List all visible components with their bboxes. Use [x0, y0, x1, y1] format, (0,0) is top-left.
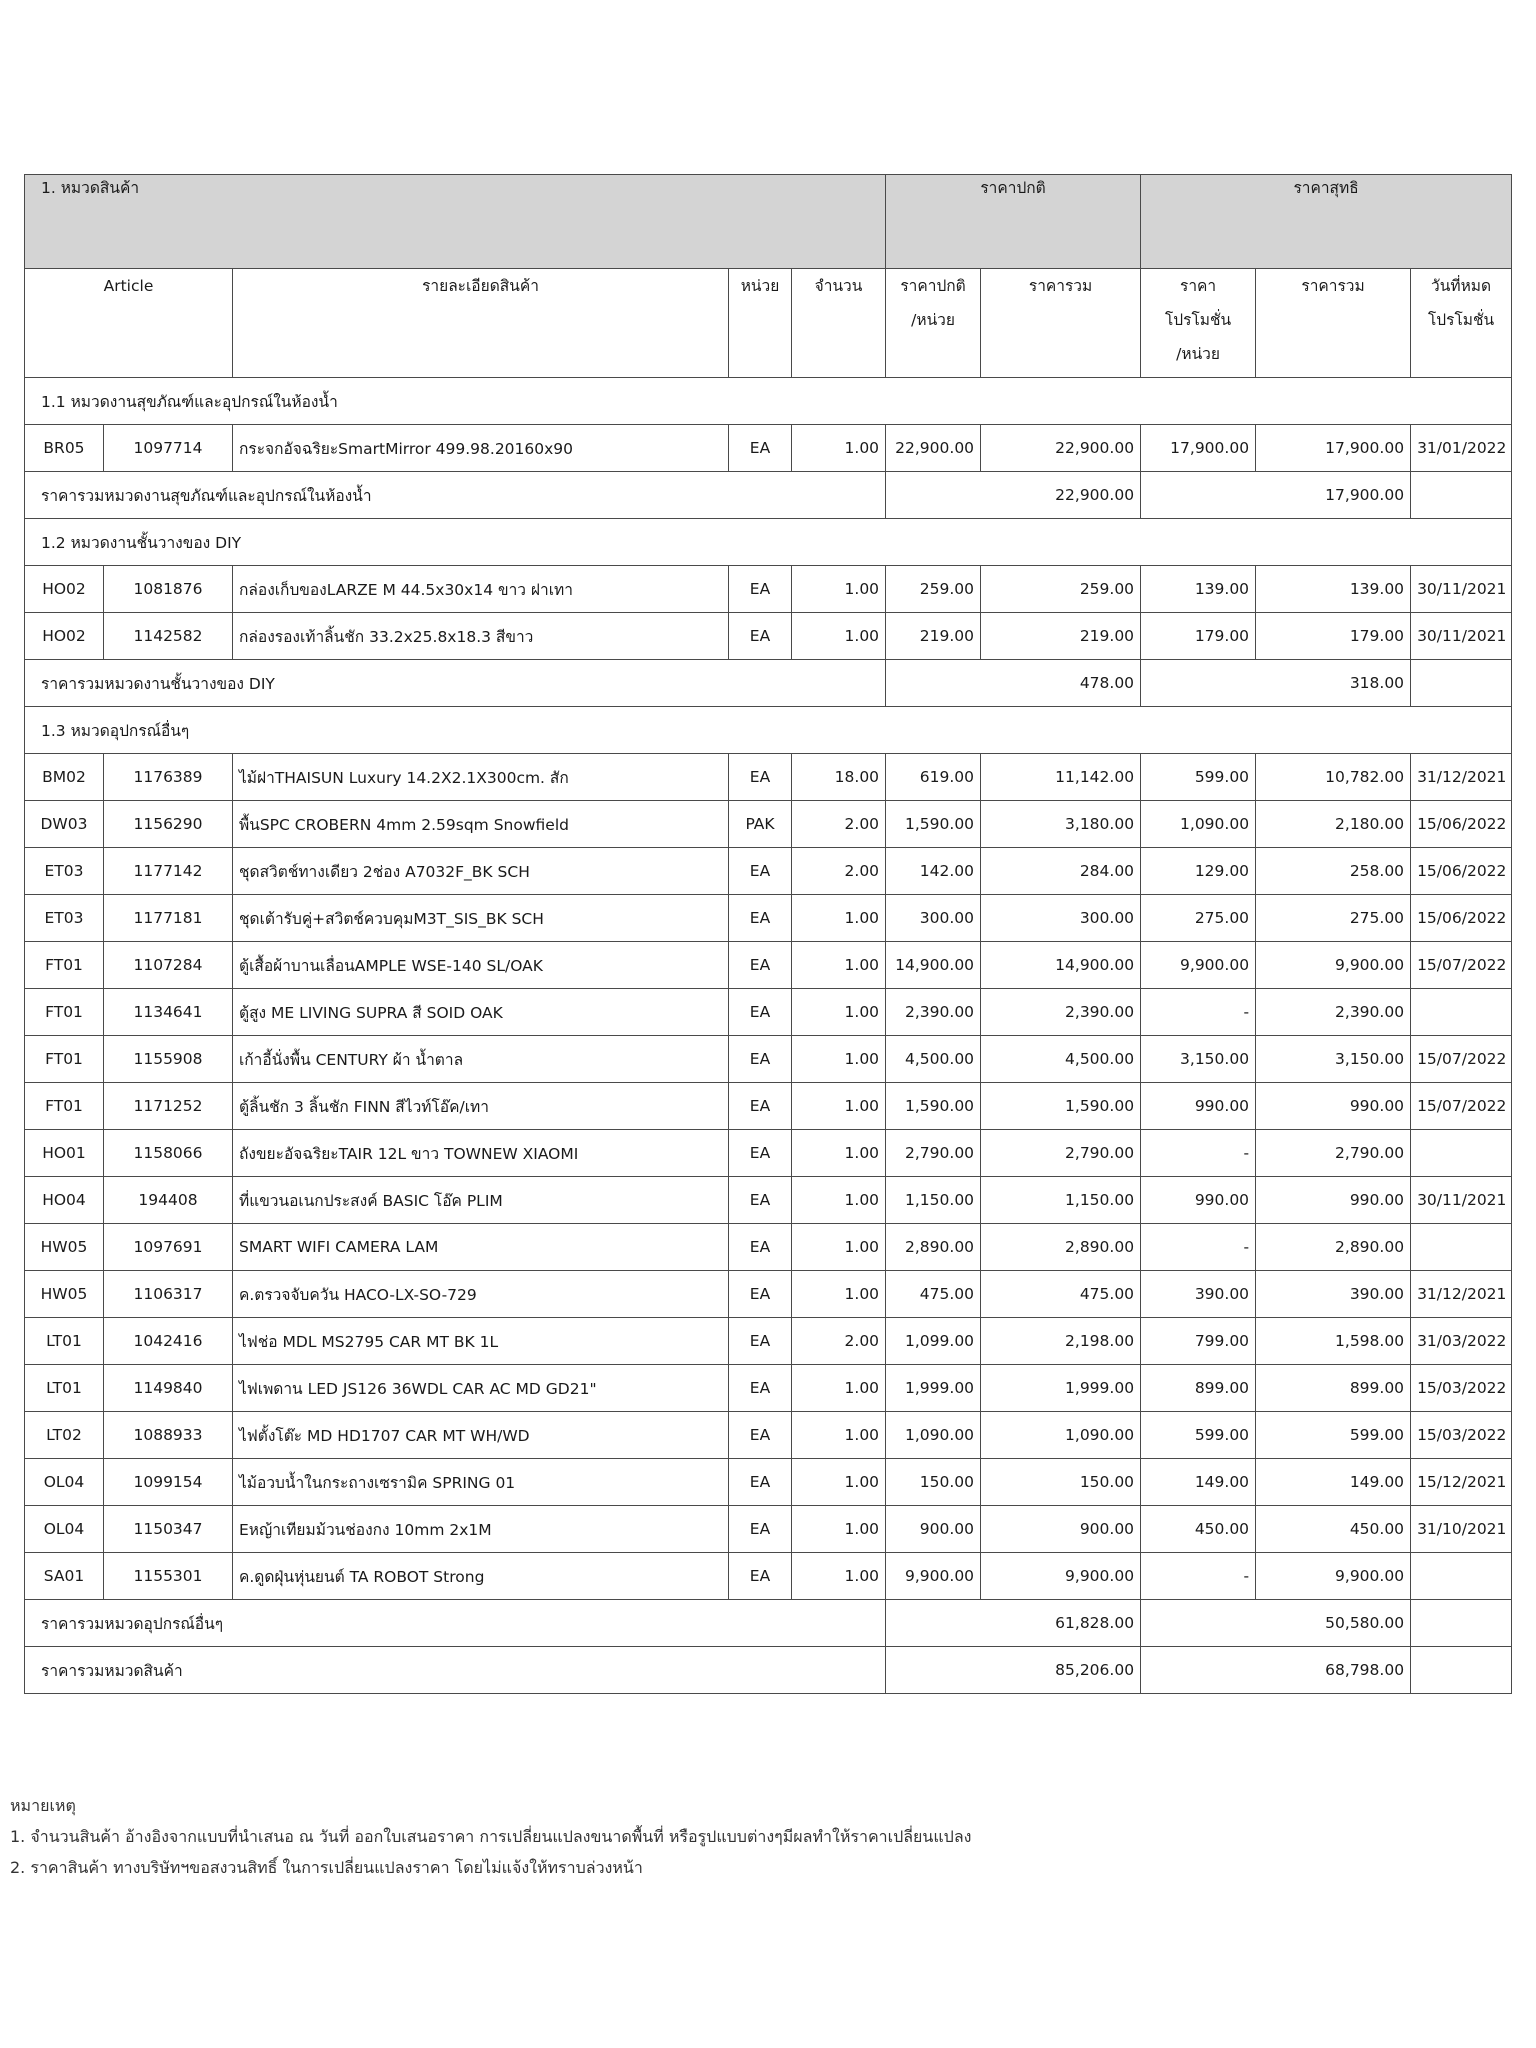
- cell-code: LT02: [25, 1412, 104, 1459]
- cell-description: ไม้อวบน้ำในกระถางเซรามิค SPRING 01: [233, 1459, 729, 1506]
- cell-promo-price: 599.00: [1141, 1412, 1256, 1459]
- cell-unit-price: 2,790.00: [886, 1130, 981, 1177]
- cell-promo-price: 3,150.00: [1141, 1036, 1256, 1083]
- col-promo-unit-line3: /หน่วย: [1176, 345, 1220, 363]
- cell-unit-price: 1,150.00: [886, 1177, 981, 1224]
- cell-net-total: 2,390.00: [1256, 989, 1411, 1036]
- cell-qty: 1.00: [792, 1459, 886, 1506]
- cell-promo-price: 1,090.00: [1141, 801, 1256, 848]
- cell-qty: 2.00: [792, 801, 886, 848]
- cell-qty: 1.00: [792, 1506, 886, 1553]
- cell-promo-price: 139.00: [1141, 566, 1256, 613]
- cell-unit: EA: [729, 1177, 792, 1224]
- section-header: [25, 707, 1512, 754]
- cell-unit-price: 1,090.00: [886, 1412, 981, 1459]
- table-row: [25, 1506, 1512, 1553]
- cell-unit: EA: [729, 754, 792, 801]
- cell-promo-price: 450.00: [1141, 1506, 1256, 1553]
- subtotal-normal: 478.00: [886, 660, 1141, 707]
- cell-net-total: 3,150.00: [1256, 1036, 1411, 1083]
- cell-normal-total: 4,500.00: [981, 1036, 1141, 1083]
- cell-article: 1158066: [104, 1130, 233, 1177]
- table-row: [25, 1318, 1512, 1365]
- cell-description: กล่องเก็บของLARZE M 44.5x30x14 ขาว ฝาเทา: [233, 566, 729, 613]
- cell-normal-total: 1,999.00: [981, 1365, 1141, 1412]
- cell-qty: 1.00: [792, 1036, 886, 1083]
- cell-end-date: 15/06/2022: [1411, 848, 1512, 895]
- category-header-row: [25, 175, 1512, 269]
- cell-promo-price: 799.00: [1141, 1318, 1256, 1365]
- cell-article: 1097691: [104, 1224, 233, 1271]
- cell-normal-total: 1,590.00: [981, 1083, 1141, 1130]
- cell-description: ตู้ลิ้นชัก 3 ลิ้นชัก FINN สีไวท์โอ๊ค/เทา: [233, 1083, 729, 1130]
- cell-qty: 1.00: [792, 942, 886, 989]
- table-row: [25, 1553, 1512, 1600]
- subtotal-net: 17,900.00: [1141, 472, 1411, 519]
- cell-unit-price: 2,390.00: [886, 989, 981, 1036]
- cell-normal-total: 259.00: [981, 566, 1141, 613]
- cell-promo-price: 179.00: [1141, 613, 1256, 660]
- cell-unit: EA: [729, 1506, 792, 1553]
- cell-net-total: 9,900.00: [1256, 1553, 1411, 1600]
- cell-end-date: [1411, 989, 1512, 1036]
- table-row: [25, 1365, 1512, 1412]
- cell-end-date: 30/11/2021: [1411, 566, 1512, 613]
- table-row: [25, 754, 1512, 801]
- subtotal-net: 318.00: [1141, 660, 1411, 707]
- cell-unit-price: 1,999.00: [886, 1365, 981, 1412]
- cell-unit-price: 14,900.00: [886, 942, 981, 989]
- cell-unit: EA: [729, 1412, 792, 1459]
- cell-unit-price: 9,900.00: [886, 1553, 981, 1600]
- cell-code: FT01: [25, 989, 104, 1036]
- cell-description: ไฟช่อ MDL MS2795 CAR MT BK 1L: [233, 1318, 729, 1365]
- cell-code: FT01: [25, 942, 104, 989]
- cell-net-total: 1,598.00: [1256, 1318, 1411, 1365]
- cell-unit: EA: [729, 1318, 792, 1365]
- cell-end-date: 15/03/2022: [1411, 1412, 1512, 1459]
- cell-unit-price: 4,500.00: [886, 1036, 981, 1083]
- cell-net-total: 990.00: [1256, 1083, 1411, 1130]
- subtotal-empty: [1411, 472, 1512, 519]
- table-row: [25, 566, 1512, 613]
- cell-qty: 1.00: [792, 1083, 886, 1130]
- cell-unit-price: 142.00: [886, 848, 981, 895]
- col-normal-unit-line2: /หน่วย: [911, 311, 955, 329]
- cell-code: SA01: [25, 1553, 104, 1600]
- cell-description: กระจกอัจฉริยะSmartMirror 499.98.20160x90: [233, 425, 729, 472]
- cell-net-total: 17,900.00: [1256, 425, 1411, 472]
- cell-unit: EA: [729, 848, 792, 895]
- cell-unit: EA: [729, 989, 792, 1036]
- cell-end-date: 15/06/2022: [1411, 801, 1512, 848]
- cell-normal-total: 1,090.00: [981, 1412, 1141, 1459]
- cell-description: พื้นSPC CROBERN 4mm 2.59sqm Snowfield: [233, 801, 729, 848]
- cell-unit-price: 475.00: [886, 1271, 981, 1318]
- cell-code: LT01: [25, 1318, 104, 1365]
- cell-end-date: 30/11/2021: [1411, 1177, 1512, 1224]
- group-net-price: ราคาสุทธิ: [1141, 175, 1512, 269]
- cell-code: HO02: [25, 566, 104, 613]
- cell-normal-total: 300.00: [981, 895, 1141, 942]
- cell-net-total: 599.00: [1256, 1412, 1411, 1459]
- cell-article: 1177142: [104, 848, 233, 895]
- cell-code: OL04: [25, 1459, 104, 1506]
- cell-net-total: 990.00: [1256, 1177, 1411, 1224]
- col-normal-unit-line1: ราคาปกติ: [900, 277, 966, 295]
- cell-end-date: 15/03/2022: [1411, 1365, 1512, 1412]
- cell-code: BR05: [25, 425, 104, 472]
- cell-net-total: 899.00: [1256, 1365, 1411, 1412]
- section-title: 1.2 หมวดงานชั้นวางของ DIY: [25, 519, 1512, 566]
- cell-article: 1134641: [104, 989, 233, 1036]
- cell-unit-price: 1,590.00: [886, 801, 981, 848]
- col-normal-total: ราคารวม: [981, 269, 1141, 378]
- col-normal-unit-price: [886, 269, 981, 378]
- cell-promo-price: 390.00: [1141, 1271, 1256, 1318]
- grand-total-net: 68,798.00: [1141, 1647, 1411, 1694]
- cell-unit-price: 1,099.00: [886, 1318, 981, 1365]
- cell-net-total: 2,180.00: [1256, 801, 1411, 848]
- cell-description: SMART WIFI CAMERA LAM: [233, 1224, 729, 1271]
- cell-normal-total: 284.00: [981, 848, 1141, 895]
- cell-unit: EA: [729, 1459, 792, 1506]
- col-promo-end-date: [1411, 269, 1512, 378]
- table-row: [25, 989, 1512, 1036]
- cell-article: 1176389: [104, 754, 233, 801]
- cell-qty: 1.00: [792, 566, 886, 613]
- table-row: [25, 1036, 1512, 1083]
- cell-description: ชุดเต้ารับคู่+สวิตช์ควบคุมM3T_SIS_BK SCH: [233, 895, 729, 942]
- table-row: [25, 1224, 1512, 1271]
- cell-code: HO04: [25, 1177, 104, 1224]
- cell-normal-total: 22,900.00: [981, 425, 1141, 472]
- cell-normal-total: 2,890.00: [981, 1224, 1141, 1271]
- cell-promo-price: 17,900.00: [1141, 425, 1256, 472]
- table-row: [25, 1083, 1512, 1130]
- cell-net-total: 275.00: [1256, 895, 1411, 942]
- cell-net-total: 450.00: [1256, 1506, 1411, 1553]
- cell-description: ถังขยะอัจฉริยะTAIR 12L ขาว TOWNEW XIAOMI: [233, 1130, 729, 1177]
- cell-unit-price: 1,590.00: [886, 1083, 981, 1130]
- col-net-total: ราคารวม: [1256, 269, 1411, 378]
- cell-unit: EA: [729, 942, 792, 989]
- cell-article: 1081876: [104, 566, 233, 613]
- cell-article: 1042416: [104, 1318, 233, 1365]
- cell-code: HO02: [25, 613, 104, 660]
- section-header: [25, 519, 1512, 566]
- cell-code: DW03: [25, 801, 104, 848]
- cell-code: ET03: [25, 895, 104, 942]
- cell-qty: 1.00: [792, 1130, 886, 1177]
- cell-qty: 1.00: [792, 895, 886, 942]
- cell-end-date: 31/01/2022: [1411, 425, 1512, 472]
- col-promo-unit-price: [1141, 269, 1256, 378]
- col-end-date-line2: โปรโมชั่น: [1427, 311, 1495, 329]
- note-item-2: 2. ราคาสินค้า ทางบริษัทฯขอสงวนสิทธิ์ ในการเปลี่ยนแปลงราคา โดยไม่แจ้งให้ทราบล่วงหน้า: [10, 1858, 643, 1877]
- cell-unit-price: 619.00: [886, 754, 981, 801]
- cell-unit-price: 259.00: [886, 566, 981, 613]
- cell-normal-total: 11,142.00: [981, 754, 1141, 801]
- col-promo-unit-line2: โปรโมชั่น: [1164, 311, 1232, 329]
- cell-net-total: 258.00: [1256, 848, 1411, 895]
- cell-description: ไม้ฝาTHAISUN Luxury 14.2X2.1X300cm. สัก: [233, 754, 729, 801]
- section-subtotal-row: [25, 1600, 1512, 1647]
- cell-description: ไฟตั้งโต๊ะ MD HD1707 CAR MT WH/WD: [233, 1412, 729, 1459]
- section-subtotal-row: [25, 472, 1512, 519]
- cell-qty: 1.00: [792, 1365, 886, 1412]
- cell-end-date: 15/06/2022: [1411, 895, 1512, 942]
- col-qty: จำนวน: [792, 269, 886, 378]
- cell-code: HO01: [25, 1130, 104, 1177]
- cell-unit: EA: [729, 1036, 792, 1083]
- cell-qty: 18.00: [792, 754, 886, 801]
- cell-normal-total: 2,790.00: [981, 1130, 1141, 1177]
- cell-net-total: 149.00: [1256, 1459, 1411, 1506]
- cell-unit-price: 300.00: [886, 895, 981, 942]
- section-title: 1.1 หมวดงานสุขภัณฑ์และอุปกรณ์ในห้องน้ำ: [25, 378, 1512, 425]
- cell-unit-price: 22,900.00: [886, 425, 981, 472]
- quotation-table: [24, 174, 1512, 1694]
- cell-code: BM02: [25, 754, 104, 801]
- cell-unit: EA: [729, 1130, 792, 1177]
- cell-article: 1171252: [104, 1083, 233, 1130]
- cell-end-date: 15/12/2021: [1411, 1459, 1512, 1506]
- cell-promo-price: 275.00: [1141, 895, 1256, 942]
- cell-end-date: [1411, 1130, 1512, 1177]
- cell-code: FT01: [25, 1036, 104, 1083]
- cell-article: 1088933: [104, 1412, 233, 1459]
- grand-total-label: ราคารวมหมวดสินค้า: [25, 1647, 886, 1694]
- cell-end-date: 31/12/2021: [1411, 1271, 1512, 1318]
- cell-end-date: 31/03/2022: [1411, 1318, 1512, 1365]
- grand-total-normal: 85,206.00: [886, 1647, 1141, 1694]
- subtotal-label: ราคารวมหมวดงานชั้นวางของ DIY: [25, 660, 886, 707]
- cell-normal-total: 14,900.00: [981, 942, 1141, 989]
- cell-qty: 1.00: [792, 1271, 886, 1318]
- cell-unit: EA: [729, 425, 792, 472]
- table-row: [25, 942, 1512, 989]
- cell-code: HW05: [25, 1224, 104, 1271]
- cell-end-date: 15/07/2022: [1411, 1036, 1512, 1083]
- cell-code: ET03: [25, 848, 104, 895]
- cell-net-total: 2,790.00: [1256, 1130, 1411, 1177]
- cell-promo-price: 129.00: [1141, 848, 1256, 895]
- cell-article: 1099154: [104, 1459, 233, 1506]
- cell-end-date: [1411, 1224, 1512, 1271]
- cell-description: เก้าอี้นั่งพื้น CENTURY ผ้า น้ำตาล: [233, 1036, 729, 1083]
- cell-end-date: [1411, 1553, 1512, 1600]
- cell-promo-price: -: [1141, 1130, 1256, 1177]
- cell-qty: 1.00: [792, 425, 886, 472]
- table-row: [25, 848, 1512, 895]
- cell-unit: EA: [729, 613, 792, 660]
- cell-normal-total: 2,198.00: [981, 1318, 1141, 1365]
- cell-article: 1155301: [104, 1553, 233, 1600]
- cell-article: 1150347: [104, 1506, 233, 1553]
- subtotal-empty: [1411, 1600, 1512, 1647]
- cell-promo-price: -: [1141, 1553, 1256, 1600]
- cell-unit: EA: [729, 566, 792, 613]
- table-row: [25, 613, 1512, 660]
- col-promo-unit-line1: ราคา: [1180, 277, 1217, 295]
- cell-promo-price: -: [1141, 1224, 1256, 1271]
- subtotal-label: ราคารวมหมวดงานสุขภัณฑ์และอุปกรณ์ในห้องน้ำ: [25, 472, 886, 519]
- note-item-1: 1. จำนวนสินค้า อ้างอิงจากแบบที่นำเสนอ ณ วันที่ ออกใบเสนอราคา การเปลี่ยนแปลงขนาดพื้นที่ หรือรูปแบบต่างๆมีผลทำให้ราคาเปลี่ยนแปลง: [10, 1827, 972, 1846]
- cell-description: ไฟเพดาน LED JS126 36WDL CAR AC MD GD21": [233, 1365, 729, 1412]
- cell-qty: 1.00: [792, 1553, 886, 1600]
- table-row: [25, 1130, 1512, 1177]
- table-row: [25, 1459, 1512, 1506]
- cell-end-date: 31/12/2021: [1411, 754, 1512, 801]
- cell-unit-price: 150.00: [886, 1459, 981, 1506]
- cell-code: HW05: [25, 1271, 104, 1318]
- section-header: [25, 378, 1512, 425]
- cell-unit: EA: [729, 1083, 792, 1130]
- cell-description: ชุดสวิตช์ทางเดียว 2ช่อง A7032F_BK SCH: [233, 848, 729, 895]
- cell-normal-total: 900.00: [981, 1506, 1141, 1553]
- cell-normal-total: 219.00: [981, 613, 1141, 660]
- cell-normal-total: 2,390.00: [981, 989, 1141, 1036]
- cell-description: ตู้สูง ME LIVING SUPRA สี SOID OAK: [233, 989, 729, 1036]
- cell-description: ตู้เสื้อผ้าบานเลื่อนAMPLE WSE-140 SL/OAK: [233, 942, 729, 989]
- cell-normal-total: 9,900.00: [981, 1553, 1141, 1600]
- table-row: [25, 1271, 1512, 1318]
- section-title: 1.3 หมวดอุปกรณ์อื่นๆ: [25, 707, 1512, 754]
- col-article: Article: [25, 269, 233, 378]
- table-row: [25, 895, 1512, 942]
- cell-unit-price: 219.00: [886, 613, 981, 660]
- cell-qty: 1.00: [792, 989, 886, 1036]
- column-header-row: [25, 269, 1512, 378]
- cell-normal-total: 150.00: [981, 1459, 1141, 1506]
- cell-code: FT01: [25, 1083, 104, 1130]
- subtotal-normal: 61,828.00: [886, 1600, 1141, 1647]
- cell-end-date: 31/10/2021: [1411, 1506, 1512, 1553]
- cell-promo-price: -: [1141, 989, 1256, 1036]
- cell-end-date: 15/07/2022: [1411, 942, 1512, 989]
- cell-article: 1097714: [104, 425, 233, 472]
- cell-end-date: 30/11/2021: [1411, 613, 1512, 660]
- cell-description: Eหญ้าเทียมม้วนช่องกง 10mm 2x1M: [233, 1506, 729, 1553]
- group-normal-price: ราคาปกติ: [886, 175, 1141, 269]
- subtotal-empty: [1411, 660, 1512, 707]
- cell-unit: EA: [729, 1553, 792, 1600]
- cell-article: 1142582: [104, 613, 233, 660]
- cell-qty: 1.00: [792, 1224, 886, 1271]
- cell-end-date: 15/07/2022: [1411, 1083, 1512, 1130]
- cell-article: 194408: [104, 1177, 233, 1224]
- cell-net-total: 390.00: [1256, 1271, 1411, 1318]
- subtotal-label: ราคารวมหมวดอุปกรณ์อื่นๆ: [25, 1600, 886, 1647]
- cell-article: 1149840: [104, 1365, 233, 1412]
- cell-description: ที่แขวนอเนกประสงค์ BASIC โอ๊ค PLIM: [233, 1177, 729, 1224]
- section-subtotal-row: [25, 660, 1512, 707]
- col-end-date-line1: วันที่หมด: [1431, 277, 1492, 295]
- cell-promo-price: 599.00: [1141, 754, 1256, 801]
- cell-article: 1156290: [104, 801, 233, 848]
- table-row: [25, 1177, 1512, 1224]
- cell-article: 1107284: [104, 942, 233, 989]
- subtotal-normal: 22,900.00: [886, 472, 1141, 519]
- cell-qty: 2.00: [792, 1318, 886, 1365]
- cell-code: LT01: [25, 1365, 104, 1412]
- cell-qty: 2.00: [792, 848, 886, 895]
- cell-net-total: 10,782.00: [1256, 754, 1411, 801]
- cell-normal-total: 475.00: [981, 1271, 1141, 1318]
- cell-net-total: 139.00: [1256, 566, 1411, 613]
- cell-article: 1106317: [104, 1271, 233, 1318]
- grand-total-row: [25, 1647, 1512, 1694]
- col-unit: หน่วย: [729, 269, 792, 378]
- cell-article: 1177181: [104, 895, 233, 942]
- cell-promo-price: 990.00: [1141, 1083, 1256, 1130]
- cell-promo-price: 149.00: [1141, 1459, 1256, 1506]
- cell-article: 1155908: [104, 1036, 233, 1083]
- subtotal-net: 50,580.00: [1141, 1600, 1411, 1647]
- cell-normal-total: 1,150.00: [981, 1177, 1141, 1224]
- cell-promo-price: 9,900.00: [1141, 942, 1256, 989]
- table-row: [25, 1412, 1512, 1459]
- notes-heading: หมายเหตุ: [10, 1796, 76, 1815]
- table-row: [25, 425, 1512, 472]
- cell-qty: 1.00: [792, 1177, 886, 1224]
- cell-promo-price: 990.00: [1141, 1177, 1256, 1224]
- cell-net-total: 2,890.00: [1256, 1224, 1411, 1271]
- cell-description: กล่องรองเท้าลิ้นชัก 33.2x25.8x18.3 สีขาว: [233, 613, 729, 660]
- cell-unit-price: 2,890.00: [886, 1224, 981, 1271]
- cell-promo-price: 899.00: [1141, 1365, 1256, 1412]
- notes: [10, 1790, 971, 1883]
- cell-unit: EA: [729, 1224, 792, 1271]
- cell-unit: EA: [729, 895, 792, 942]
- table-row: [25, 801, 1512, 848]
- cell-description: ค.ดูดฝุ่นหุ่นยนต์ TA ROBOT Strong: [233, 1553, 729, 1600]
- cell-unit-price: 900.00: [886, 1506, 981, 1553]
- cell-unit: EA: [729, 1365, 792, 1412]
- cell-description: ค.ตรวจจับควัน HACO-LX-SO-729: [233, 1271, 729, 1318]
- cell-qty: 1.00: [792, 1412, 886, 1459]
- cell-normal-total: 3,180.00: [981, 801, 1141, 848]
- category-title: 1. หมวดสินค้า: [25, 175, 886, 269]
- cell-unit: EA: [729, 1271, 792, 1318]
- cell-unit: PAK: [729, 801, 792, 848]
- cell-qty: 1.00: [792, 613, 886, 660]
- col-detail: รายละเอียดสินค้า: [233, 269, 729, 378]
- cell-net-total: 9,900.00: [1256, 942, 1411, 989]
- cell-net-total: 179.00: [1256, 613, 1411, 660]
- grand-total-empty: [1411, 1647, 1512, 1694]
- cell-code: OL04: [25, 1506, 104, 1553]
